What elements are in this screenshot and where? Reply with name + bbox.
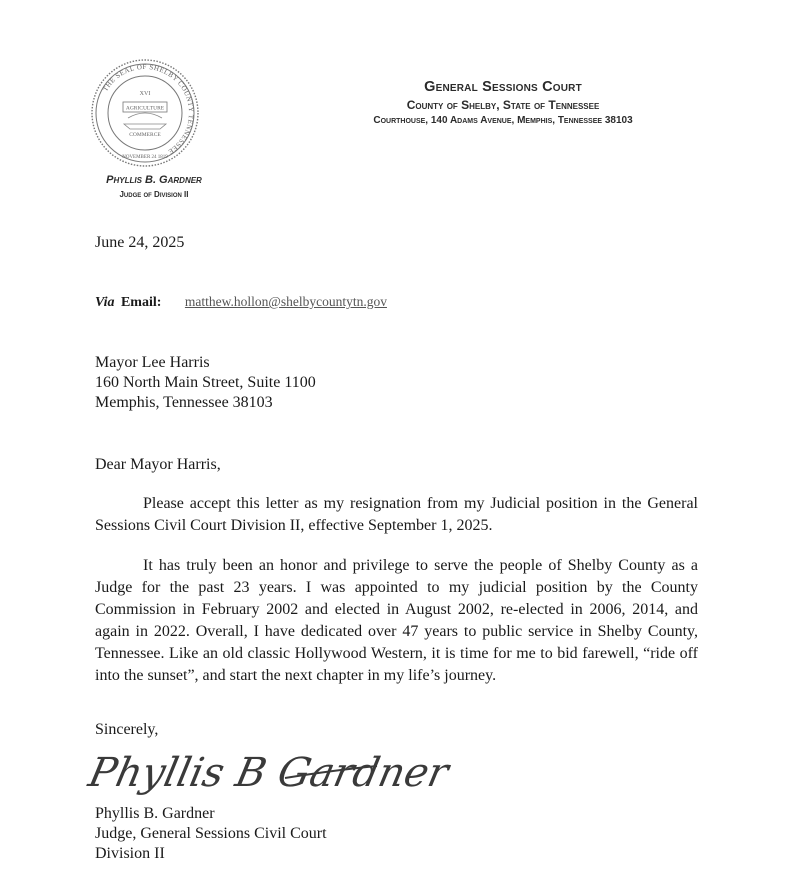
signature-block [95, 804, 327, 864]
closing: Sincerely, [95, 721, 159, 738]
court-county: County of Shelby, State of Tennessee [406, 98, 600, 112]
judge-title: Judge of Division II [119, 190, 189, 199]
via-email-line [95, 292, 387, 313]
letterhead [318, 79, 688, 126]
salutation: Dear Mayor Harris, [95, 456, 221, 473]
handwritten-signature [84, 738, 453, 806]
letter-date: June 24, 2025 [95, 234, 185, 251]
signer-title: Judge, General Sessions Civil Court [95, 825, 327, 842]
signature-script: Phyllis B Gardner [84, 748, 453, 796]
recipient-line: Memphis, Tennessee 38103 [95, 394, 273, 411]
body-paragraph-1: Please accept this letter as my resignation from my Judicial position in the General Sessions Civil Court Division II, effective September 1, 2025. [95, 495, 698, 534]
recipient-line: Mayor Lee Harris [95, 354, 210, 371]
judge-name: Phyllis B. Gardner [106, 174, 202, 186]
court-name: General Sessions Court [424, 79, 582, 95]
signer-division: Division II [95, 845, 165, 862]
seal-number: XVI [139, 91, 151, 97]
email-address-link[interactable]: matthew.hollon@shelbycountytn.gov [184, 294, 387, 309]
seal-agriculture: AGRICULTURE [125, 105, 165, 112]
via-label: Via [95, 295, 115, 310]
email-label: Email: [120, 295, 162, 310]
seal-date: NOVEMBER 24 1819 [122, 155, 168, 160]
recipient-address [95, 353, 316, 413]
seal-outer-text: THE SEAL OF SHELBY COUNTY TENNESSEE [101, 62, 196, 156]
signer-name: Phyllis B. Gardner [95, 805, 215, 822]
judge-block [74, 174, 234, 199]
body-paragraph-2: It has truly been an honor and privilege to serve the people of Shelby County as a Judge for the past 23 years. I was appointed to my judicial position by the County Commission in February 2002 and elected in August 2002, re-elected in 2006, 2014, and again in 2022. Overall, I have dedicated over 47 years to public service in Shelby County, Tennessee. Like an old classic Hollywood Western, it is time for me to bid farewell, “ride off into the sunset”, and start the next chapter in my life’s journey. [95, 557, 698, 684]
seal-commerce: COMMERCE [129, 132, 161, 138]
recipient-line: 160 North Main Street, Suite 1100 [95, 374, 316, 391]
court-address: Courthouse, 140 Adams Avenue, Memphis, Tennessee 38103 [373, 115, 633, 126]
county-seal [90, 58, 200, 168]
